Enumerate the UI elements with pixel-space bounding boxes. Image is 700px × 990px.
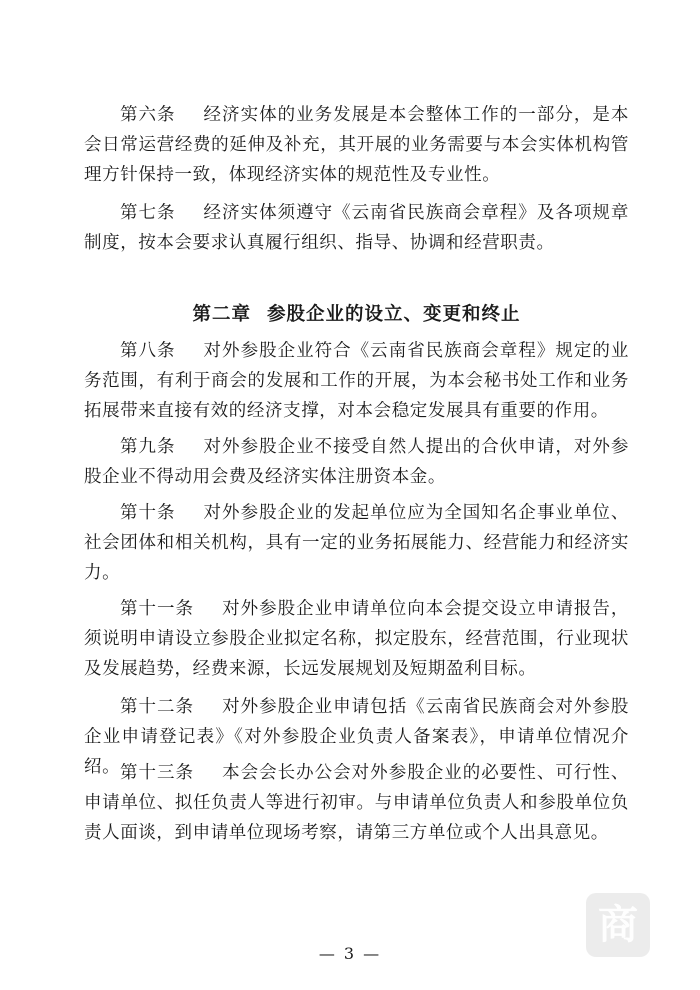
article-text: 对外参股企业申请单位向本会提交设立申请报告，须说明申请设立参股企业拟定名称，拟定股东，经营范围，行业现状及发展趋势，经费来源，长远发展规划及短期盈利目标。	[84, 599, 629, 679]
article-number: 第十一条	[120, 599, 195, 619]
article-text: 对外参股企业符合《云南省民族商会章程》规定的业务范围，有利于商会的发展和工作的开展，为本会秘书处工作和业务拓展带来直接有效的经济支撑，对本会稳定发展具有重要的作用。	[84, 341, 629, 421]
article-number: 第八条	[120, 341, 176, 361]
article-text: 经济实体的业务发展是本会整体工作的一部分，是本会日常运营经费的延伸及补充，其开展的业务需要与本会实体机构管理方针保持一致，体现经济实体的规范性及专业性。	[84, 105, 629, 185]
watermark-glyph: 商	[598, 902, 638, 948]
article-text: 本会会长办公会对外参股企业的必要性、可行性、申请单位、拟任负责人等进行初审。与申请单位负责人和参股单位负责人面谈，到申请单位现场考察，请第三方单位或个人出具意见。	[84, 763, 629, 843]
chapter-title: 参股企业的设立、变更和终止	[267, 304, 521, 325]
watermark-logo	[586, 893, 650, 957]
article-8	[84, 336, 629, 426]
article-number: 第十二条	[120, 697, 195, 717]
article-9	[84, 432, 629, 492]
article-7	[84, 198, 629, 258]
article-text: 对外参股企业不接受自然人提出的合伙申请，对外参股企业不得动用会费及经济实体注册资本金。	[84, 437, 629, 487]
chapter-number: 第二章	[192, 304, 251, 325]
article-13	[84, 758, 629, 848]
article-text: 对外参股企业的发起单位应为全国知名企事业单位、社会团体和相关机构，具有一定的业务拓展能力、经营能力和经济实力。	[84, 503, 629, 583]
page-number: — 3 —	[318, 944, 382, 963]
article-number: 第九条	[120, 437, 176, 457]
article-10	[84, 498, 629, 588]
article-number: 第十条	[120, 503, 176, 523]
article-6	[84, 100, 629, 190]
article-number: 第六条	[120, 105, 176, 125]
article-text: 对外参股企业申请包括《云南省民族商会对外参股企业申请登记表》《对外参股企业负责人备案表》，申请单位情况介绍。	[84, 697, 629, 777]
article-number: 第七条	[120, 203, 176, 223]
article-text: 经济实体须遵守《云南省民族商会章程》及各项规章制度，按本会要求认真履行组织、指导、协调和经营职责。	[84, 203, 629, 253]
article-number: 第十三条	[120, 763, 195, 783]
article-11	[84, 594, 629, 684]
chapter-heading	[84, 300, 629, 330]
